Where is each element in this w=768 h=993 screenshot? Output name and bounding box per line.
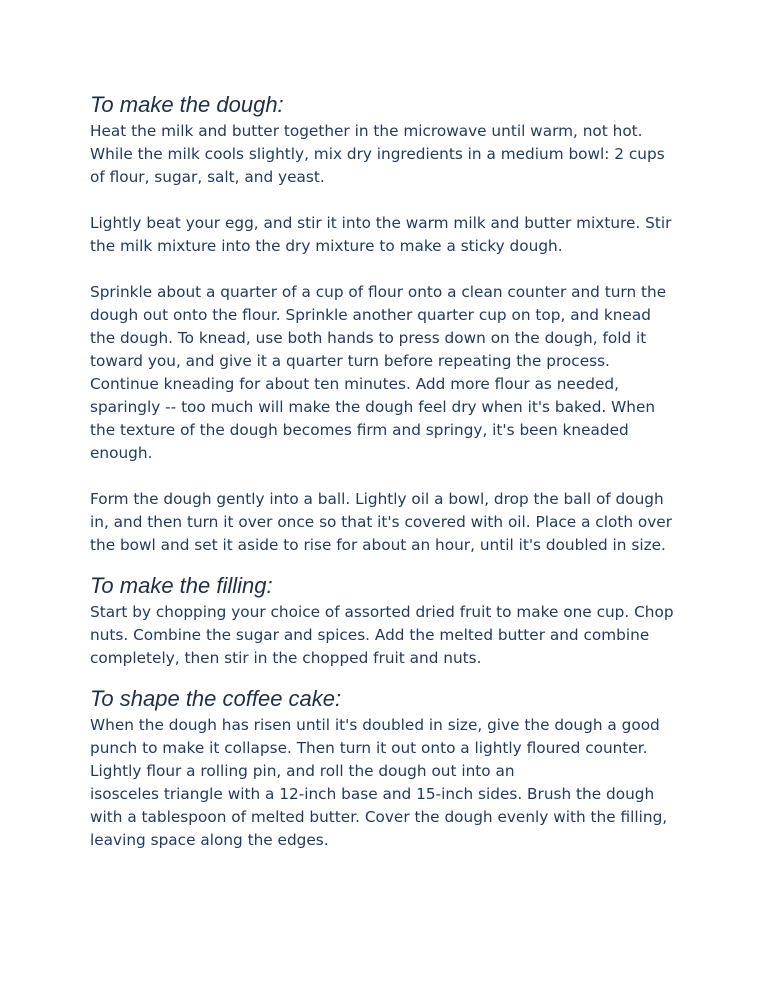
- text-line: Form the dough gently into a ball. Lightly oil a bowl, drop the ball of dough: [90, 490, 664, 508]
- recipe-document: [90, 90, 690, 852]
- text-line: dough out onto the flour. Sprinkle another quarter cup on top, and knead: [90, 306, 651, 324]
- text-line: isosceles triangle with a 12-inch base and 15-inch sides. Brush the dough: [90, 785, 655, 803]
- text-line: When the dough has risen until it's doubled in size, give the dough a good: [90, 716, 660, 734]
- paragraph-dough-1: [90, 120, 690, 189]
- text-line: of flour, sugar, salt, and yeast.: [90, 168, 325, 186]
- text-line: Start by chopping your choice of assorted dried fruit to make one cup. Chop: [90, 603, 674, 621]
- text-line: completely, then stir in the chopped fruit and nuts.: [90, 649, 482, 667]
- text-line: Heat the milk and butter together in the microwave until warm, not hot.: [90, 122, 643, 140]
- section-filling: [90, 571, 690, 670]
- text-line: enough.: [90, 444, 153, 462]
- text-line: the milk mixture into the dry mixture to make a sticky dough.: [90, 237, 563, 255]
- text-line: in, and then turn it over once so that it's covered with oil. Place a cloth over: [90, 513, 672, 531]
- section-title-filling: To make the filling:: [90, 573, 273, 598]
- text-line: Continue kneading for about ten minutes. Add more flour as needed,: [90, 375, 619, 393]
- section-shape: [90, 684, 690, 852]
- paragraph-dough-4: [90, 488, 690, 557]
- text-line: the dough. To knead, use both hands to press down on the dough, fold it: [90, 329, 647, 347]
- text-line: the bowl and set it aside to rise for about an hour, until it's doubled in size.: [90, 536, 666, 554]
- text-line: Lightly flour a rolling pin, and roll the dough out into an: [90, 762, 515, 780]
- text-line: nuts. Combine the sugar and spices. Add the melted butter and combine: [90, 626, 650, 644]
- text-line: While the milk cools slightly, mix dry ingredients in a medium bowl: 2 cups: [90, 145, 665, 163]
- section-dough: [90, 90, 690, 557]
- text-line: with a tablespoon of melted butter. Cover the dough evenly with the filling,: [90, 808, 668, 826]
- text-line: Lightly beat your egg, and stir it into the warm milk and butter mixture. Stir: [90, 214, 672, 232]
- paragraph-dough-2: [90, 212, 690, 258]
- paragraph-dough-3: [90, 281, 690, 465]
- section-title-shape: To shape the coffee cake:: [90, 686, 342, 711]
- paragraph-filling-1: [90, 601, 690, 670]
- text-line: punch to make it collapse. Then turn it out onto a lightly floured counter.: [90, 739, 648, 757]
- text-line: the texture of the dough becomes firm and springy, it's been kneaded: [90, 421, 629, 439]
- text-line: Sprinkle about a quarter of a cup of flour onto a clean counter and turn the: [90, 283, 667, 301]
- text-line: leaving space along the edges.: [90, 831, 329, 849]
- text-line: sparingly -- too much will make the dough feel dry when it's baked. When: [90, 398, 656, 416]
- text-line: toward you, and give it a quarter turn before repeating the process.: [90, 352, 610, 370]
- section-title-dough: To make the dough:: [90, 92, 284, 117]
- paragraph-shape-1: [90, 714, 690, 852]
